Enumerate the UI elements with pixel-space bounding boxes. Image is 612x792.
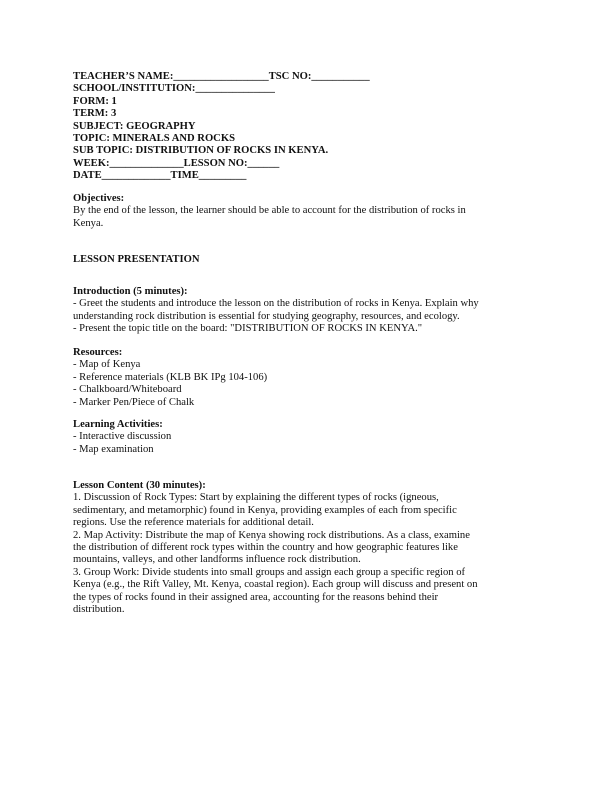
- text-line: 2. Map Activity: Distribute the map of Kenya showing rock distributions. As a class, examine: [73, 529, 470, 541]
- week-line: WEEK:______________LESSON NO:______: [73, 157, 280, 169]
- text-line: mountains, valleys, and other landforms influence rock distribution.: [73, 554, 361, 566]
- text-line: the types of rocks found in their assigned area, accounting for the reasons behind their: [73, 591, 439, 603]
- lesson-content-heading: Lesson Content (30 minutes):: [73, 480, 206, 491]
- term-line: TERM: 3: [73, 108, 117, 120]
- lesson-content-section: [73, 480, 553, 616]
- text-line: - Greet the students and introduce the lesson on the distribution of rocks in Kenya. Explain why: [73, 298, 479, 310]
- resources-section: [73, 347, 553, 409]
- subject-line: SUBJECT: GEOGRAPHY: [73, 120, 196, 132]
- subtopic-line: SUB TOPIC: DISTRIBUTION OF ROCKS IN KENYA.: [73, 145, 329, 157]
- introduction-heading: Introduction (5 minutes):: [73, 286, 188, 297]
- header-block: [73, 71, 553, 183]
- text-line: Kenya (e.g., the Rift Valley, Mt. Kenya, coastal region). Each group will discuss and present on: [73, 579, 478, 591]
- text-line: distribution.: [73, 603, 125, 615]
- introduction-section: [73, 286, 553, 336]
- lesson-presentation-section: [73, 254, 553, 266]
- list-item: - Chalkboard/Whiteboard: [73, 384, 182, 396]
- teacher-name-line: TEACHER’S NAME:__________________TSC NO:___________: [73, 71, 370, 82]
- text-line: 1. Discussion of Rock Types: Start by explaining the different types of rocks (igneous,: [73, 492, 439, 504]
- list-item: - Marker Pen/Piece of Chalk: [73, 396, 195, 408]
- list-item: - Map of Kenya: [73, 359, 141, 371]
- list-item: - Map examination: [73, 443, 154, 455]
- text-line: 3. Group Work: Divide students into small groups and assign each group a specific region of: [73, 566, 466, 578]
- objectives-section: [73, 193, 553, 230]
- learning-activities-heading: Learning Activities:: [73, 419, 163, 430]
- text-line: Kenya.: [73, 217, 104, 229]
- list-item: - Reference materials (KLB BK IPg 104-106): [73, 371, 268, 383]
- form-line: FORM: 1: [73, 95, 117, 107]
- resources-heading: Resources:: [73, 347, 123, 358]
- lesson-presentation-heading: LESSON PRESENTATION: [73, 254, 200, 265]
- school-line: SCHOOL/INSTITUTION:_______________: [73, 83, 275, 95]
- text-line: sedimentary, and metamorphic) found in Kenya, providing examples of each from specific: [73, 504, 457, 516]
- list-item: - Interactive discussion: [73, 431, 172, 443]
- date-line: DATE_____________TIME_________: [73, 170, 247, 182]
- learning-activities-section: [73, 419, 553, 456]
- text-line: regions. Use the reference materials for additional detail.: [73, 517, 314, 529]
- objectives-heading: Objectives:: [73, 193, 125, 204]
- text-line: - Present the topic title on the board: "DISTRIBUTION OF ROCKS IN KENYA.": [73, 323, 423, 335]
- text-line: By the end of the lesson, the learner should be able to account for the distribution of rocks in: [73, 205, 466, 217]
- topic-line: TOPIC: MINERALS AND ROCKS: [73, 132, 235, 144]
- text-line: the distribution of different rock types within the country and how geographic features like: [73, 541, 458, 553]
- text-line: understanding rock distribution is essential for studying geography, resources, and ecology.: [73, 310, 460, 322]
